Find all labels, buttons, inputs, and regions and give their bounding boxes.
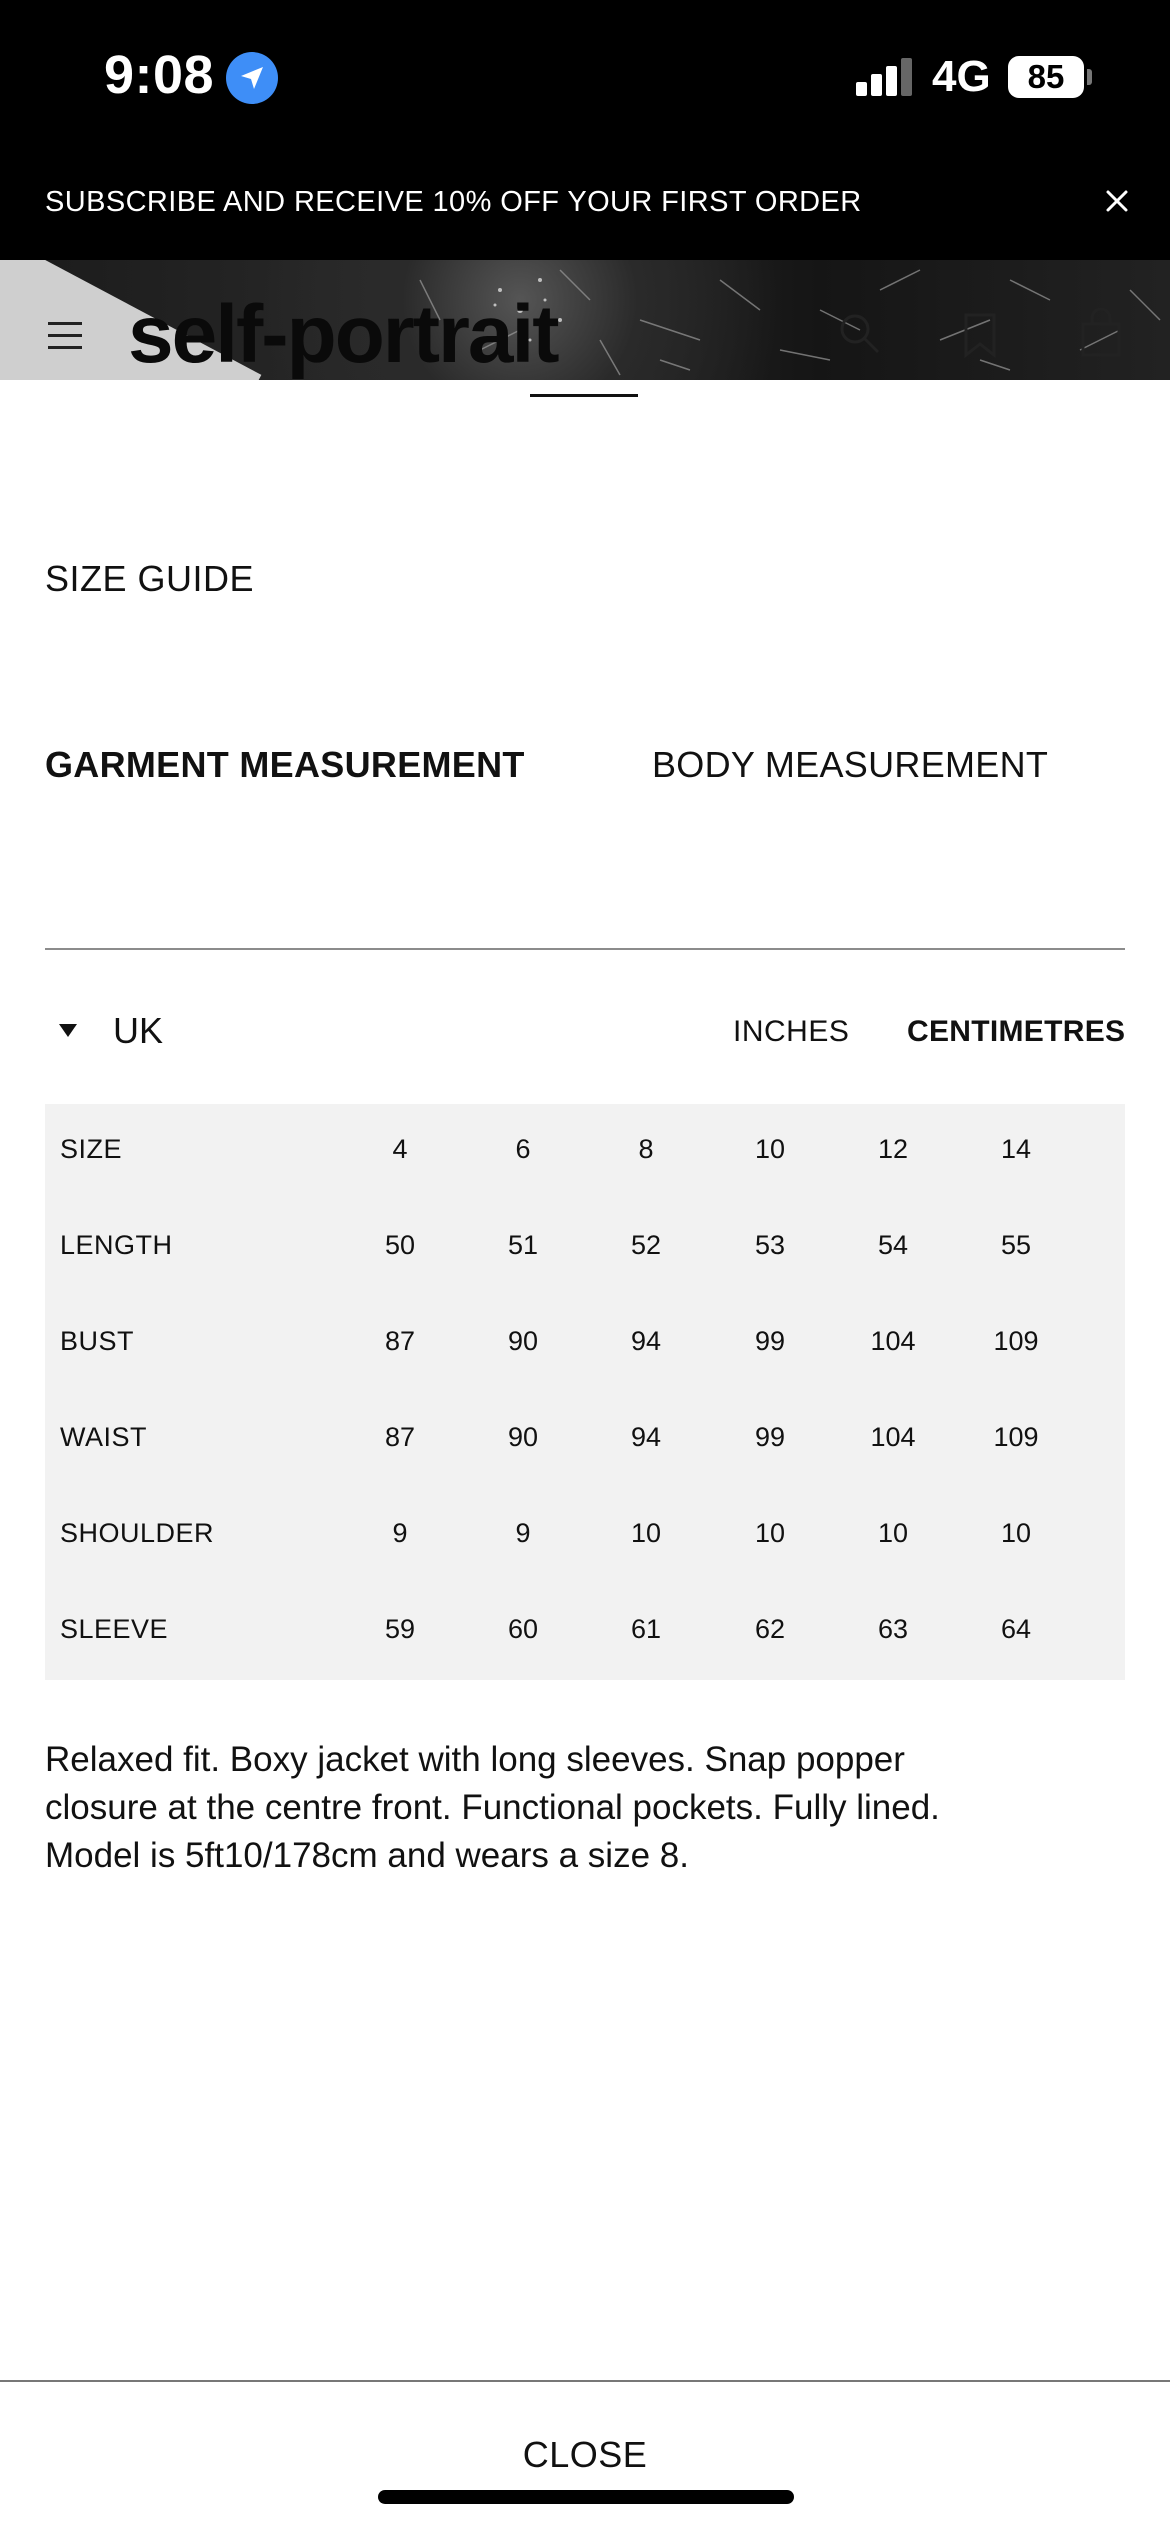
table-cell: 12	[877, 1134, 909, 1164]
table-row	[45, 1200, 1125, 1296]
table-cell: 10	[754, 1518, 786, 1548]
signal-icon	[856, 58, 914, 96]
table-cell: 109	[993, 1422, 1039, 1452]
table-cell: 104	[870, 1326, 916, 1356]
divider	[45, 948, 1125, 950]
table-cell: 62	[754, 1614, 786, 1644]
table-cell: 94	[630, 1326, 662, 1356]
table-row	[45, 1104, 1125, 1200]
size-guide-title: SIZE GUIDE	[45, 558, 255, 599]
table-cell: 54	[877, 1230, 909, 1260]
table-cell: 50	[384, 1230, 416, 1260]
table-cell: 104	[870, 1422, 916, 1452]
tab-garment-measurement[interactable]: GARMENT MEASUREMENT	[45, 744, 525, 785]
battery-icon	[1008, 56, 1092, 98]
table-cell: 9	[392, 1518, 408, 1548]
bookmark-icon[interactable]	[960, 312, 1000, 358]
caret-down-icon	[59, 1024, 77, 1037]
brand-logo[interactable]: self-portrait	[128, 289, 558, 380]
location-arrow-icon	[226, 52, 278, 104]
bag-icon[interactable]	[1078, 308, 1124, 358]
table-cell: 10	[754, 1134, 786, 1164]
status-bar	[0, 0, 1170, 148]
close-icon[interactable]	[1100, 184, 1134, 218]
product-description: Relaxed fit. Boxy jacket with long sleeves. Snap popper closure at the centre front. Functional pockets. Fully lined. Model is 5ft10/178cm and wears a size 8.	[45, 1740, 940, 1875]
table-cell: 90	[507, 1326, 539, 1356]
table-cell: 6	[515, 1134, 531, 1164]
table-row	[45, 1584, 1125, 1680]
table-row	[45, 1392, 1125, 1488]
search-icon[interactable]	[836, 310, 882, 356]
table-cell: 51	[507, 1230, 539, 1260]
table-cell: 53	[754, 1230, 786, 1260]
table-cell: 99	[754, 1326, 786, 1356]
table-cell: 4	[392, 1134, 408, 1164]
row-label: SIZE	[60, 1134, 123, 1164]
table-cell: 9	[515, 1518, 531, 1548]
table-cell: 90	[507, 1422, 539, 1452]
size-table	[45, 1104, 1125, 1680]
footer-divider	[0, 2380, 1170, 2382]
battery-level: 85	[1027, 58, 1065, 95]
status-time: 9:08	[104, 45, 215, 105]
table-cell: 109	[993, 1326, 1039, 1356]
row-label: BUST	[60, 1326, 135, 1356]
table-cell: 10	[1000, 1518, 1032, 1548]
network-label: 4G	[932, 52, 991, 101]
home-indicator	[378, 2490, 794, 2504]
row-label: SHOULDER	[60, 1518, 215, 1548]
table-cell: 59	[384, 1614, 416, 1644]
table-cell: 14	[1000, 1134, 1032, 1164]
promo-text: SUBSCRIBE AND RECEIVE 10% OFF YOUR FIRST ORDER	[45, 186, 862, 218]
table-cell: 60	[507, 1614, 539, 1644]
unit-inches-toggle[interactable]: INCHES	[733, 1015, 850, 1048]
tab-body-measurement[interactable]: BODY MEASUREMENT	[652, 744, 1049, 785]
table-cell: 8	[638, 1134, 654, 1164]
table-row	[45, 1296, 1125, 1392]
table-cell: 61	[630, 1614, 662, 1644]
region-label: UK	[113, 1010, 164, 1051]
table-cell: 55	[1000, 1230, 1032, 1260]
row-label: SLEEVE	[60, 1614, 169, 1644]
region-dropdown[interactable]	[45, 1008, 245, 1058]
menu-icon[interactable]	[48, 322, 84, 350]
promo-banner	[0, 148, 1170, 260]
table-cell: 99	[754, 1422, 786, 1452]
header-underline	[530, 394, 638, 397]
table-cell: 87	[384, 1422, 416, 1452]
table-cell: 52	[630, 1230, 662, 1260]
close-button[interactable]: CLOSE	[485, 2434, 685, 2476]
table-cell: 64	[1000, 1614, 1032, 1644]
table-cell: 87	[384, 1326, 416, 1356]
unit-centimetres-toggle[interactable]: CENTIMETRES	[907, 1015, 1126, 1048]
row-label: WAIST	[60, 1422, 147, 1452]
row-label: LENGTH	[60, 1230, 173, 1260]
table-row	[45, 1488, 1125, 1584]
site-header	[0, 260, 1170, 380]
table-cell: 63	[877, 1614, 909, 1644]
table-cell: 10	[877, 1518, 909, 1548]
table-cell: 94	[630, 1422, 662, 1452]
table-cell: 10	[630, 1518, 662, 1548]
